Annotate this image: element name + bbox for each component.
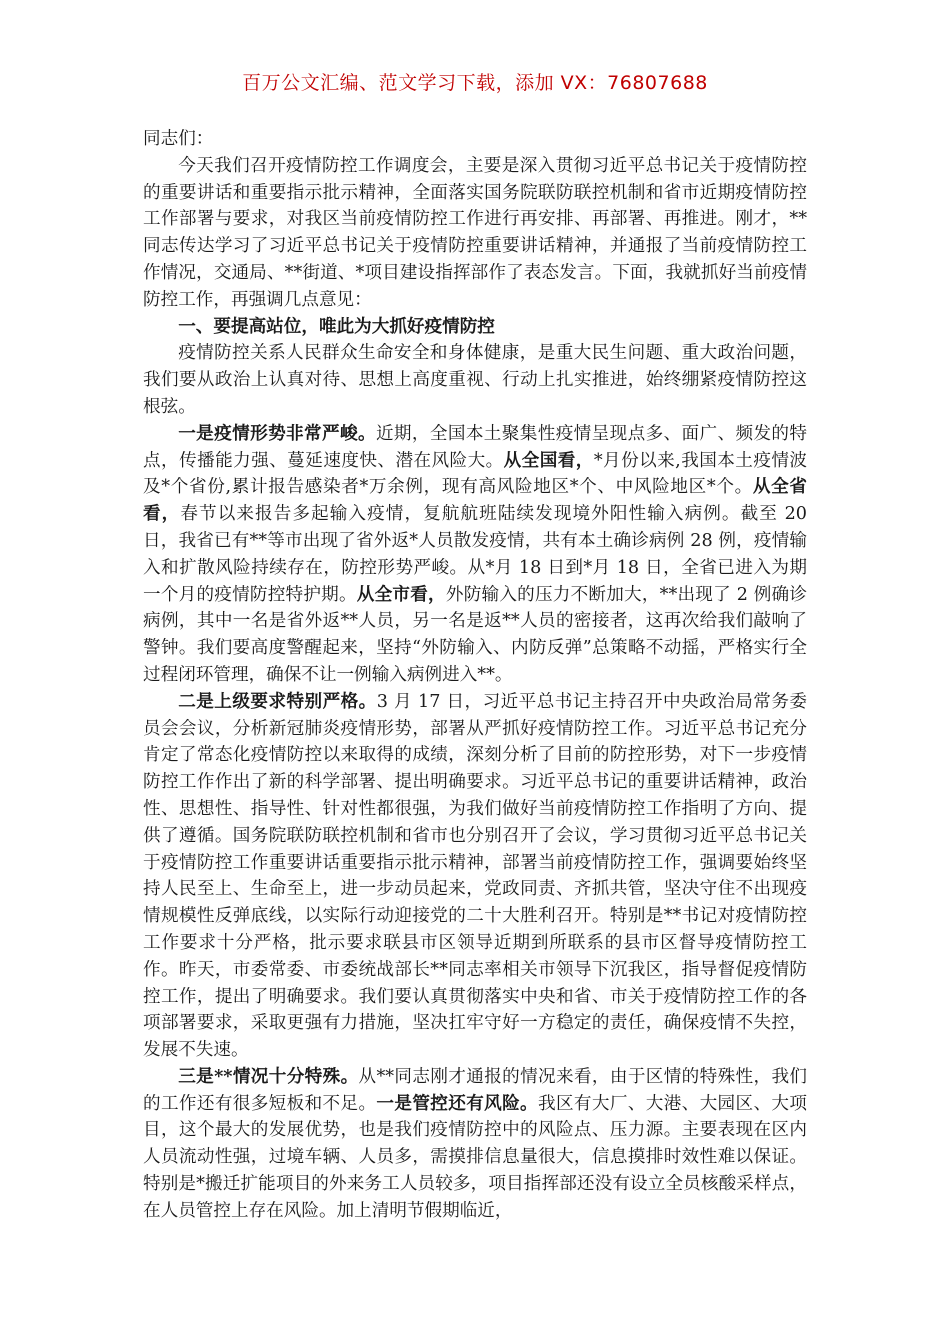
text-span: 3 月 17 日，习近平总书记主持召开中央政治局常务委员会会议，分析新冠肺炎疫情形势，部署从严抓好疫情防控工作。习近平总书记充分肯定了常态化疫情防控以来取得的成绩，深刻分析了目前的防控形势，对下一步疫情防控工作作出了新的科学部署、提出明确要求。习近平总书记的重要讲话精神，政治性、思想性、指导性、针对性都很强，为我们做好当前疫情防控工作指明了方向、提供了遵循。国务院联防联控机制和省市也分别召开了会议，学习贯彻习近平总书记关于疫情防控工作重要讲话重要指示批示精神，部署当前疫情防控工作，强调要始终坚持人民至上、生命至上，进一步动员起来，党政同责、齐抓共管，坚决守住不出现疫情规模性反弹底线，以实际行动迎接党的二十大胜利召开。特别是**书记对疫情防控工作要求十分严格，批示要求联县市区领导近期到所联系的县市区督导疫情防控工作。昨天，市委常委、市委统战部长**同志率相关市领导下沉我区，指导督促疫情防控工作，提出了明确要求。我们要认真贯彻落实中央和省、市关于疫情防控工作的各项部署要求，采取更强有力措施，坚决扛牢守好一方稳定的责任，确保疫情不失控，发展不失速。: [143, 691, 807, 1061]
text-span: 春节以来报告多起输入疫情，复航航班陆续发现境外阳性输入病例。截至 20 日，我省已有**等市出现了省外返*人员散发疫情，共有本土确诊病例 28 例，疫情输入和扩散风险持续存在，防控形势严峻。从*月 18 日到*月 18 日，全省已进入为期一个月的疫情防控特护期。: [143, 504, 807, 605]
text-span: 外防输入的压力不断加大，**出现了 2 例确诊病例，其中一名是省外返**人员，另一名是返**人员的密接者，这再次给我们敲响了警钟。我们要高度警醒起来，坚持“外防输入、内防反弹”总策略不动摇，严格实行全过程闭环管理，确保不让一例输入病例进入**。: [143, 584, 807, 685]
bold-phrase-risk: 一是管控还有风险。: [376, 1092, 539, 1114]
paragraph-situation: [143, 421, 807, 689]
text-span: 从**同志刚才通报的情况来看，由于区情的特殊性，我们的工作还有很多短板和不足。: [143, 1066, 807, 1114]
text-span: 近期，全国本土聚集性疫情呈现点多、面广、频发的特点，传播能力强、蔓延速度快、潜在风险大。: [143, 423, 807, 471]
page-header-banner: 百万公文汇编、范文学习下载，添加 VX：76807688: [242, 72, 708, 94]
bold-phrase-city: 从全市看，: [356, 583, 446, 605]
document-body: [143, 126, 807, 1225]
salutation: 同志们：: [143, 129, 214, 149]
point-lead-1: 一是疫情形势非常严峻。: [178, 422, 376, 444]
paragraph-requirements: [143, 689, 807, 1064]
text-span: 我区有大厂、大港、大园区、大项目，这个最大的发展优势，也是我们疫情防控中的风险点、压力源。主要表现在区内人员流动性强，过境车辆、人员多，需摸排信息量很大，信息摸排时效性难以保证。特别是*搬迁扩能项目的外来务工人员较多，项目指挥部还没有设立全员核酸采样点，在人员管控上存在风险。加上清明节假期临近，: [143, 1093, 807, 1221]
paragraph-special-situation: [143, 1064, 807, 1225]
text-span: *月份以来,我国本土疫情波及*个省份,累计报告感染者*万余例，现有高风险地区*个、中风险地区*个。: [143, 450, 807, 498]
section-heading-1: 一、要提高站位，唯此为大抓好疫情防控: [178, 315, 495, 337]
bold-phrase-national: 从全国看，: [503, 449, 594, 471]
bold-phrase-province: 从全省看，: [143, 476, 807, 525]
point-lead-3: 三是**情况十分特殊。: [178, 1065, 359, 1087]
paragraph-intro: 今天我们召开疫情防控工作调度会，主要是深入贯彻习近平总书记关于疫情防控的重要讲话和重要指示批示精神，全面落实国务院联防联控机制和省市近期疫情防控工作部署与要求，对我区当前疫情防控工作进行再安排、再部署、再推进。刚才，**同志传达学习了习近平总书记关于疫情防控重要讲话精神，并通报了当前疫情防控工作情况，交通局、**街道、*项目建设指挥部作了表态发言。下面，我就抓好当前疫情防控工作，再强调几点意见：: [143, 155, 807, 310]
paragraph-section-intro: 疫情防控关系人民群众生命安全和身体健康，是重大民生问题、重大政治问题，我们要从政治上认真对待、思想上高度重视、行动上扎实推进，始终绷紧疫情防控这根弦。: [143, 343, 807, 417]
point-lead-2: 二是上级要求特别严格。: [178, 690, 377, 712]
